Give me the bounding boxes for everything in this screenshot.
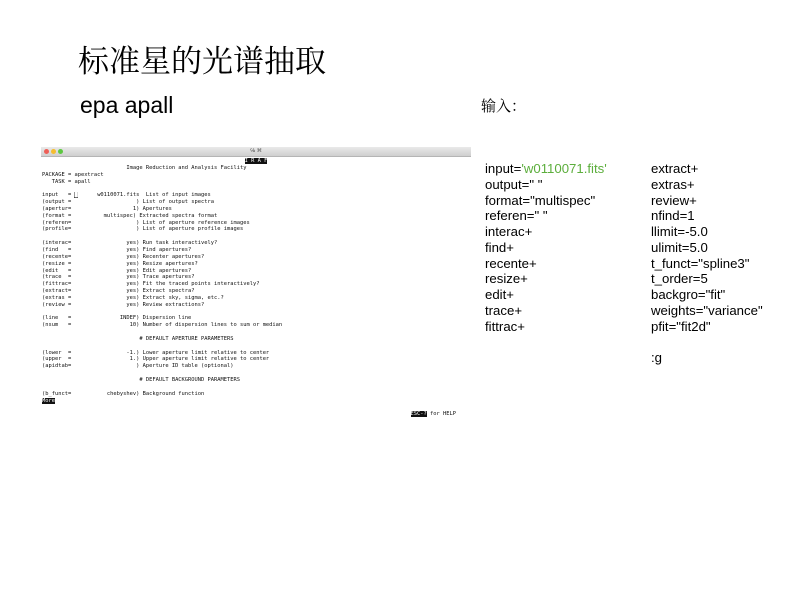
terminal-line (42, 247, 470, 254)
terminal-line (42, 192, 470, 199)
terminal-line (42, 172, 470, 179)
terminal-line (42, 274, 470, 281)
terminal-line (42, 240, 470, 247)
terminal-highlight: More (42, 397, 55, 404)
parameter-name: input= (485, 161, 522, 176)
terminal-line (42, 391, 470, 398)
terminal-line (42, 213, 470, 220)
terminal-line (42, 343, 470, 350)
terminal-text: (interac= yes) Run task interactively? (42, 240, 218, 247)
terminal-text: (upper = 1.) Upper aperture limit relative to center (42, 356, 270, 363)
terminal-line (42, 356, 470, 363)
parameter-line: extras+ (651, 176, 695, 192)
terminal-line (42, 302, 470, 309)
parameter-line: weights="variance" (651, 302, 763, 318)
slide-title: 标准星的光谱抽取 (78, 44, 326, 80)
terminal-line (42, 384, 470, 391)
terminal-text: # DEFAULT BACKGROUND PARAMETERS (42, 377, 240, 383)
terminal-line (42, 398, 470, 405)
terminal-text: (extras = yes) Extract sky, sigma, etc.? (42, 294, 224, 301)
parameter-name: trace+ (485, 302, 523, 318)
terminal-highlight: ESC-? (410, 411, 427, 418)
parameter-line (485, 193, 607, 209)
terminal-line (42, 206, 470, 213)
parameter-line (485, 319, 607, 335)
terminal-text: (apidtab= ) Aperture ID table (optional) (42, 363, 234, 370)
terminal-text: (resize = yes) Resize apertures? (42, 260, 198, 267)
parameter-line: backgro="fit" (651, 287, 726, 302)
parameter-column-left (485, 161, 607, 334)
terminal-text: (apertur= 1) Apertures (42, 205, 172, 212)
terminal-text: Image Reduction and Analysis Facility (42, 164, 247, 171)
terminal-window[interactable] (41, 147, 471, 418)
terminal-text: TASK = apall (42, 178, 91, 185)
parameter-line: t_order=5 (651, 271, 708, 287)
terminal-text: (nsum = 10) Number of dispersion lines to sum or median (42, 322, 283, 329)
parameter-line (485, 224, 607, 240)
terminal-text: (edit = yes) Edit apertures? (42, 267, 192, 274)
parameter-line (485, 256, 607, 272)
terminal-line (42, 220, 470, 227)
terminal-text: (find = yes) Find apertures? (42, 246, 192, 253)
terminal-line (42, 315, 470, 322)
parameter-line (651, 334, 763, 350)
terminal-line (42, 322, 470, 329)
terminal-line (42, 199, 470, 206)
terminal-text: (b_funct= chebyshev) Background function (42, 390, 205, 397)
terminal-window-title: ℅ ⌘ (250, 148, 262, 154)
terminal-line (42, 329, 470, 336)
parameter-line (485, 161, 607, 177)
terminal-text: PACKAGE = apextract (42, 171, 104, 178)
terminal-line (42, 350, 470, 357)
parameter-name: referen=" " (485, 208, 548, 224)
slide-subtitle: epa apall (80, 92, 174, 118)
parameter-name: find+ (485, 239, 514, 255)
terminal-line (42, 268, 470, 275)
terminal-body[interactable] (42, 158, 470, 418)
parameter-line (485, 177, 607, 193)
terminal-highlight[interactable]: █ (74, 192, 78, 199)
parameter-value: 'w0110071.fits' (521, 161, 607, 176)
terminal-line (42, 377, 470, 384)
terminal-line (42, 295, 470, 302)
terminal-text: (line = INDEF) Dispersion line (42, 315, 192, 322)
parameter-name: format="multispec" (485, 192, 596, 208)
terminal-line (42, 261, 470, 268)
parameter-line (485, 287, 607, 303)
terminal-text: for HELP (426, 411, 456, 418)
input-heading: 输入： (481, 97, 527, 115)
parameter-name: resize+ (485, 271, 528, 287)
terminal-text: (output = ) List of output spectra (42, 199, 215, 206)
terminal-line (42, 158, 470, 165)
terminal-text: input = (42, 192, 75, 199)
parameter-line: ulimit=5.0 (651, 239, 708, 255)
terminal-text: # DEFAULT APERTURE PARAMETERS (42, 335, 234, 342)
parameter-name: interac+ (485, 224, 533, 239)
terminal-line (42, 336, 470, 343)
parameter-line (485, 208, 607, 224)
parameter-name: edit+ (485, 287, 514, 302)
terminal-text: (lower = -1.) Lower aperture limit relative to center (42, 349, 270, 356)
parameter-line: nfind=1 (651, 208, 695, 224)
terminal-line (42, 288, 470, 295)
parameter-line: review+ (651, 192, 697, 208)
parameter-line: t_funct="spline3" (651, 255, 750, 271)
terminal-text: (profile= ) List of aperture profile images (42, 226, 244, 233)
terminal-text: (referen= ) List of aperture reference images (42, 219, 250, 226)
terminal-line (42, 411, 456, 418)
terminal-titlebar[interactable] (41, 147, 471, 157)
terminal-line (42, 165, 470, 172)
terminal-line (42, 370, 470, 377)
terminal-text: w0110071.fits List of input images (77, 192, 211, 199)
parameter-line: :g (651, 350, 662, 365)
parameter-line: llimit=-5.0 (651, 224, 708, 239)
terminal-text: (review = yes) Review extractions? (42, 301, 205, 308)
parameter-line: extract+ (651, 161, 699, 176)
terminal-line (42, 179, 470, 186)
terminal-text: (trace = yes) Trace apertures? (42, 274, 195, 281)
terminal-highlight: I R A F (244, 158, 268, 164)
parameter-line (485, 271, 607, 287)
terminal-line (42, 363, 470, 370)
terminal-line (42, 309, 470, 316)
terminal-text: (recente= yes) Recenter apertures? (42, 253, 205, 260)
parameter-line: pfit="fit2d" (651, 318, 711, 334)
terminal-text: (format = multispec) Extracted spectra format (42, 212, 218, 219)
parameter-name: output=" " (485, 176, 543, 192)
terminal-line (42, 404, 470, 411)
terminal-line (42, 233, 470, 240)
parameter-line (485, 303, 607, 319)
terminal-line (42, 254, 470, 261)
parameter-name: recente+ (485, 255, 537, 271)
parameter-name: fittrac+ (485, 318, 525, 334)
terminal-line (42, 281, 470, 288)
terminal-text: (fittrac= yes) Fit the traced points interactively? (42, 281, 260, 288)
terminal-text: (extract= yes) Extract spectra? (42, 288, 195, 295)
parameter-line (485, 240, 607, 256)
parameter-column-right (651, 161, 763, 366)
terminal-line (42, 226, 470, 233)
